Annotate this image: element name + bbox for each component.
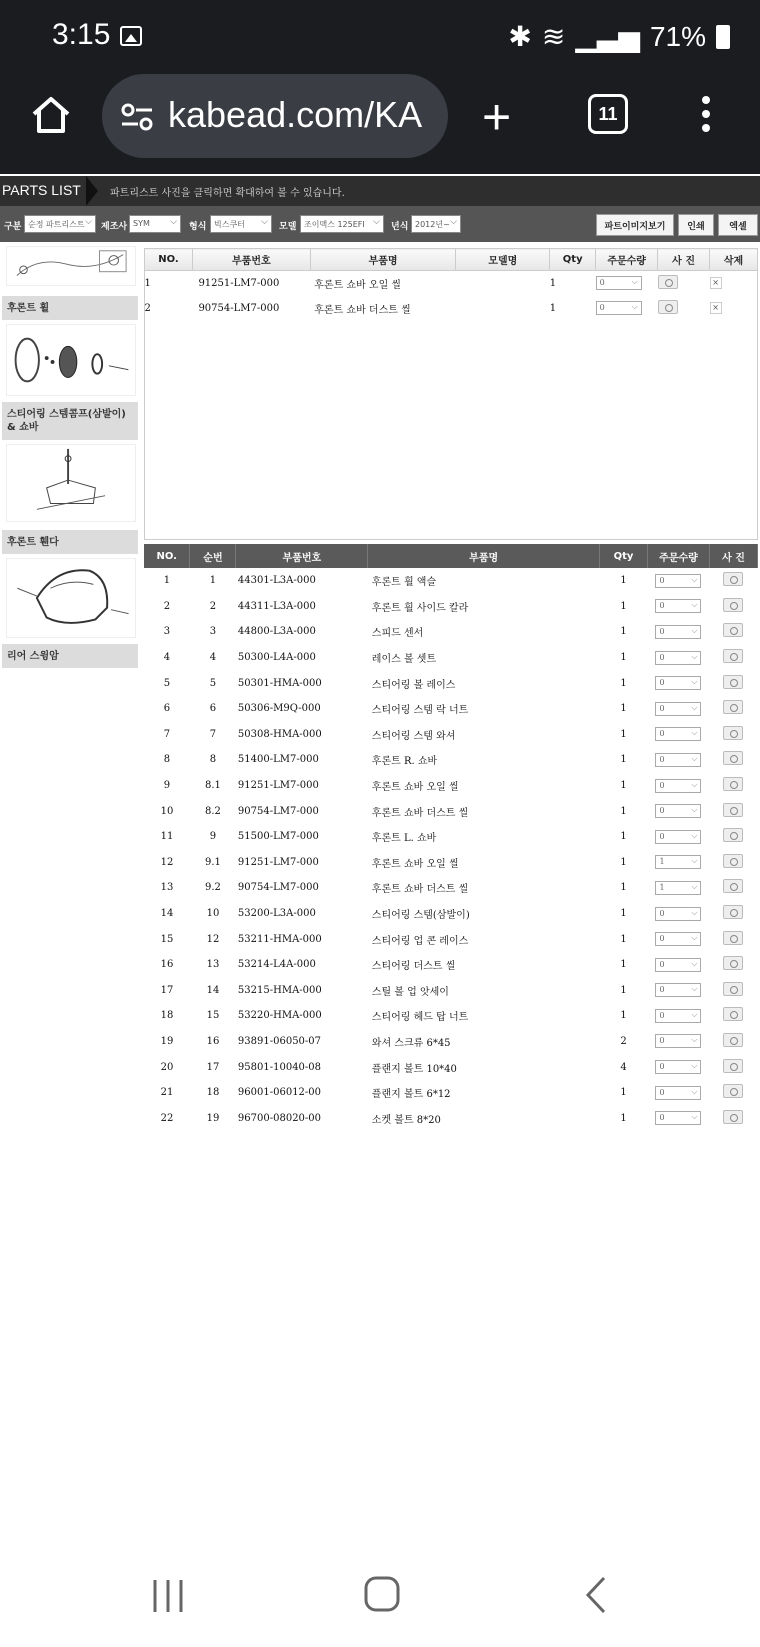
camera-icon[interactable]: [723, 572, 743, 586]
parts-table: [144, 544, 758, 1131]
cell-qty: 1: [620, 626, 627, 638]
cell-no: 21: [160, 1087, 174, 1099]
order-qty-select[interactable]: 0 ⌵: [655, 1034, 701, 1048]
cell-part-number: 90754-LM7-000: [198, 302, 280, 314]
cell-qty: 1: [620, 882, 627, 894]
order-qty-select[interactable]: 0 ⌵: [655, 1111, 701, 1125]
order-qty-select[interactable]: 0 ⌵: [655, 1060, 701, 1074]
cell-no: 22: [160, 1112, 174, 1124]
order-qty-select[interactable]: 0 ⌵: [655, 830, 701, 844]
address-bar[interactable]: [102, 74, 448, 158]
cell-part-number: 53211-HMA-000: [237, 933, 322, 945]
cell-part-number: 51400-LM7-000: [237, 754, 319, 766]
order-qty-select[interactable]: 0 ⌵: [655, 932, 701, 946]
order-qty-select[interactable]: 0 ⌵: [655, 907, 701, 921]
type-select[interactable]: 빅스쿠터 ⌵: [210, 215, 272, 233]
camera-icon[interactable]: [723, 905, 743, 919]
page-description: 파트리스트 사진을 클릭하면 확대하여 볼 수 있습니다.: [110, 188, 345, 199]
cell-no: 9: [163, 780, 171, 792]
camera-icon[interactable]: [723, 1059, 743, 1073]
order-qty-select[interactable]: 1 ⌵: [655, 855, 701, 869]
camera-icon[interactable]: [723, 700, 743, 714]
cell-qty: 1: [620, 754, 627, 766]
cell-seq: 8.1: [204, 780, 221, 792]
col-photo: 사 진: [658, 249, 710, 271]
cell-no: 12: [160, 856, 174, 868]
bluetooth-icon: ✱: [508, 21, 532, 52]
col-photo: 사 진: [709, 544, 757, 568]
table-row: [144, 670, 758, 696]
table-row: [144, 875, 758, 901]
battery-icon: [716, 25, 730, 49]
tab-switcher-button[interactable]: 11: [588, 94, 628, 134]
cell-qty: 1: [620, 959, 627, 971]
cell-part-name: 스티어링 더스트 씰: [371, 961, 456, 973]
order-qty-select[interactable]: 0 ⌵: [655, 702, 701, 716]
cell-part-name: 스티어링 업 콘 레이스: [371, 935, 469, 947]
cell-part-name: 후론트 R. 쇼바: [371, 756, 438, 768]
cell-no: 7: [163, 728, 171, 740]
table-row: [145, 271, 758, 296]
col-no: NO.: [145, 249, 193, 271]
table-row: [144, 978, 758, 1004]
cell-seq: 9: [209, 831, 217, 843]
cell-no: 5: [163, 677, 171, 689]
cell-qty: 1: [620, 908, 627, 920]
cell-seq: 15: [206, 1010, 220, 1022]
cell-part-name: 스티어링 볼 레이스: [371, 679, 456, 691]
cell-part-number: 53220-HMA-000: [237, 1010, 322, 1022]
excel-button[interactable]: 엑셀: [718, 214, 758, 236]
cell-part-name: 후론트 L. 쇼바: [371, 833, 437, 845]
cell-qty: 1: [620, 703, 627, 715]
cell-no: 2: [163, 600, 171, 612]
cell-part-number: 50308-HMA-000: [237, 728, 322, 740]
sidebar-thumb-front-wheel[interactable]: [6, 324, 136, 396]
browser-toolbar: [0, 72, 760, 174]
table-row: [144, 645, 758, 671]
cell-seq: 16: [206, 1035, 220, 1047]
order-qty-select[interactable]: 0 ⌵: [596, 276, 642, 290]
order-qty-select[interactable]: 0 ⌵: [596, 301, 642, 315]
cell-part-number: 95801-10040-08: [237, 1061, 322, 1073]
cell-part-name: 후론트 쇼바 오일 씰: [371, 782, 459, 794]
cell-part-name: 소켓 볼트 8*20: [371, 1114, 441, 1126]
sidebar-thumb-steering[interactable]: [6, 444, 136, 522]
cell-seq: 17: [206, 1061, 220, 1073]
status-right: [508, 20, 730, 53]
table-row: [144, 1003, 758, 1029]
maker-select[interactable]: SYM ⌵: [129, 215, 181, 233]
col-order-qty: 주문수량: [596, 249, 658, 271]
image-notification-icon: [120, 26, 142, 46]
cell-no: 3: [163, 626, 171, 638]
maker-label: 제조사: [101, 222, 128, 232]
more-menu-icon[interactable]: [702, 96, 710, 132]
home-icon[interactable]: [30, 94, 72, 136]
table-row: [144, 1029, 758, 1055]
cell-part-number: 51500-LM7-000: [237, 831, 319, 843]
cell-qty: 1: [549, 277, 557, 289]
cell-part-name: 레이스 볼 셋트: [371, 654, 437, 666]
table-row: [145, 296, 758, 321]
table-header-row: [144, 544, 758, 568]
camera-icon[interactable]: [723, 777, 743, 791]
cell-seq: 13: [206, 959, 220, 971]
cell-part-number: 91251-LM7-000: [237, 856, 319, 868]
cell-seq: 1: [209, 575, 217, 587]
table-row: [144, 619, 758, 645]
model-select[interactable]: 조이맥스 125EFI ⌵: [300, 215, 384, 233]
type-label: 형식: [189, 222, 207, 232]
cell-seq: 10: [206, 908, 220, 920]
order-qty-select[interactable]: 0 ⌵: [655, 958, 701, 972]
cell-part-number: 44311-L3A-000: [237, 600, 316, 612]
order-qty-select[interactable]: 0 ⌵: [655, 804, 701, 818]
camera-icon[interactable]: [723, 1110, 743, 1124]
camera-icon[interactable]: [723, 1033, 743, 1047]
camera-icon[interactable]: [723, 751, 743, 765]
order-qty-select[interactable]: 0 ⌵: [655, 625, 701, 639]
camera-icon[interactable]: [723, 982, 743, 996]
col-part-number: 부품번호: [236, 544, 368, 568]
camera-icon[interactable]: [723, 828, 743, 842]
cell-part-name: 후론트 쇼바 더스트 씰: [314, 304, 411, 316]
cell-part-number: 93891-06050-07: [237, 1035, 322, 1047]
cell-qty: 1: [620, 600, 627, 612]
cell-part-name: 후론트 쇼바 오일 씰: [371, 858, 459, 870]
cell-qty: 2: [620, 1035, 627, 1047]
cell-no: 6: [163, 703, 171, 715]
table-row: [144, 1054, 758, 1080]
cell-part-name: 후론트 쇼바 더스트 씰: [371, 884, 469, 896]
cell-no: 1: [163, 575, 171, 587]
camera-icon[interactable]: [723, 931, 743, 945]
cell-part-name: 스티어링 스템 락 너트: [371, 705, 469, 717]
cell-no: 15: [160, 933, 174, 945]
col-qty: Qty: [550, 249, 596, 271]
camera-icon[interactable]: [723, 879, 743, 893]
table-row: [144, 901, 758, 927]
table-row: [144, 1105, 758, 1131]
cell-part-name: 스티어링 스템(삼발이): [371, 910, 470, 922]
cell-seq: 12: [206, 933, 220, 945]
cell-qty: 1: [620, 728, 627, 740]
url-text[interactable]: kabead.com/KA: [168, 94, 423, 135]
sidebar-thumb-front-fender[interactable]: [6, 558, 136, 638]
order-qty-select[interactable]: 0 ⌵: [655, 779, 701, 793]
cell-seq: 9.2: [204, 882, 221, 894]
col-model: 모델명: [456, 249, 550, 271]
cell-seq: 5: [209, 677, 217, 689]
delete-icon[interactable]: ×: [710, 277, 722, 289]
cell-part-number: 53200-L3A-000: [237, 908, 316, 920]
sidebar-item-steering-stem[interactable]: [2, 402, 138, 440]
camera-icon[interactable]: [723, 726, 743, 740]
cell-part-name: 후론트 쇼바 오일 씰: [314, 279, 402, 291]
new-tab-button[interactable]: +: [482, 89, 512, 145]
cell-part-name: 후론트 휠 사이드 칼라: [371, 602, 469, 614]
cell-seq: 6: [209, 703, 217, 715]
selected-parts-table: [144, 248, 758, 321]
cell-model: [456, 271, 550, 296]
cell-no: 18: [160, 1010, 174, 1022]
cell-part-number: 50301-HMA-000: [237, 677, 322, 689]
cell-seq: 4: [209, 652, 217, 664]
header-arrow-decoration: [86, 176, 98, 206]
cell-no: 13: [160, 882, 174, 894]
status-bar: [0, 0, 760, 72]
cell-seq: 3: [209, 626, 217, 638]
cell-part-number: 91251-LM7-000: [237, 780, 319, 792]
cell-qty: 1: [620, 805, 627, 817]
cell-no: 20: [160, 1061, 174, 1073]
cell-seq: 2: [209, 600, 217, 612]
site-settings-icon[interactable]: [120, 100, 154, 134]
table-row: [144, 798, 758, 824]
cell-no: 16: [160, 959, 174, 971]
camera-icon[interactable]: [723, 623, 743, 637]
filter-bar: [0, 206, 760, 242]
cell-part-name: 스티어링 스템 와셔: [371, 730, 456, 742]
cell-qty: 1: [620, 1112, 627, 1124]
cell-qty: 1: [620, 856, 627, 868]
year-select[interactable]: 2012년~ ⌵: [411, 215, 461, 233]
camera-icon[interactable]: [658, 275, 678, 289]
table-row: [144, 1080, 758, 1106]
cell-part-number: 96700-08020-00: [237, 1112, 322, 1124]
camera-icon[interactable]: [723, 1084, 743, 1098]
order-qty-select[interactable]: 0 ⌵: [655, 983, 701, 997]
cell-seq: 19: [206, 1112, 220, 1124]
cell-part-name: 스티어링 헤드 탑 너트: [371, 1012, 469, 1024]
delete-icon[interactable]: ×: [710, 302, 722, 314]
cell-qty: 1: [620, 831, 627, 843]
model-label: 모델: [279, 222, 297, 232]
cell-part-name: 와셔 스크류 6*45: [371, 1037, 451, 1049]
cell-no: 17: [160, 984, 174, 996]
table-row: [144, 722, 758, 748]
order-qty-select[interactable]: 1 ⌵: [655, 881, 701, 895]
year-label: 년식: [391, 222, 409, 232]
camera-icon[interactable]: [658, 300, 678, 314]
order-qty-select[interactable]: 0 ⌵: [655, 599, 701, 613]
recent-apps-icon[interactable]: [150, 1576, 186, 1616]
cell-part-number: 50300-L4A-000: [237, 652, 316, 664]
table-row: [144, 850, 758, 876]
cell-no: 11: [160, 831, 174, 843]
table-row: [144, 594, 758, 620]
cell-seq: 9.1: [204, 856, 221, 868]
table-header-row: [145, 249, 758, 271]
camera-icon[interactable]: [723, 675, 743, 689]
wifi-icon: ≋: [541, 21, 566, 52]
cell-part-name: 플랜지 볼트 10*40: [371, 1063, 457, 1075]
cell-no: 4: [163, 652, 171, 664]
cell-seq: 18: [206, 1087, 220, 1099]
cell-qty: 1: [620, 984, 627, 996]
camera-icon[interactable]: [723, 956, 743, 970]
table-row: [144, 696, 758, 722]
order-qty-select[interactable]: 0 ⌵: [655, 753, 701, 767]
col-part-name: 부품명: [368, 544, 600, 568]
back-icon[interactable]: [582, 1574, 612, 1616]
cell-no: 8: [163, 754, 171, 766]
camera-icon[interactable]: [723, 649, 743, 663]
cell-no: 19: [160, 1035, 174, 1047]
table-row: [144, 952, 758, 978]
cell-seq: 7: [209, 728, 217, 740]
cell-no: 14: [160, 908, 174, 920]
table-row: [144, 824, 758, 850]
cell-qty: 1: [620, 1010, 627, 1022]
print-button[interactable]: 인쇄: [678, 214, 714, 236]
camera-icon[interactable]: [723, 1007, 743, 1021]
cell-qty: 4: [620, 1061, 627, 1073]
order-qty-select[interactable]: 0 ⌵: [655, 1009, 701, 1023]
status-time: 3:15: [52, 18, 111, 51]
col-no: NO.: [144, 544, 190, 568]
cell-part-number: 90754-LM7-000: [237, 805, 319, 817]
gubun-label: 구분: [4, 222, 22, 232]
sidebar-item-label: 스티어링 스템콤프(삼발이) & 쇼바: [7, 409, 126, 433]
cell-part-name: 스틸 볼 업 앗세이: [371, 986, 449, 998]
sidebar-thumb-top[interactable]: [6, 246, 136, 286]
cell-qty: 1: [620, 1087, 627, 1099]
page-title: PARTS LIST: [2, 182, 81, 198]
cell-qty: 1: [549, 302, 557, 314]
cell-qty: 1: [620, 677, 627, 689]
cell-part-number: 44301-L3A-000: [237, 575, 316, 587]
cell-part-number: 90754-LM7-000: [237, 882, 319, 894]
cell-model: [456, 296, 550, 321]
cell-part-name: 플랜지 볼트 6*12: [371, 1089, 451, 1101]
cell-part-number: 91251-LM7-000: [198, 277, 280, 289]
camera-icon[interactable]: [723, 803, 743, 817]
site-header: [0, 176, 760, 206]
battery-percent: 71%: [649, 20, 706, 52]
cell-part-number: 53215-HMA-000: [237, 984, 322, 996]
col-part-number: 부품번호: [192, 249, 310, 271]
cell-seq: 8.2: [204, 805, 221, 817]
cell-qty: 1: [620, 575, 627, 587]
cell-part-number: 50306-M9Q-000: [237, 703, 321, 715]
sidebar-item-front-fender[interactable]: [2, 530, 138, 554]
order-qty-select[interactable]: 0 ⌵: [655, 651, 701, 665]
col-delete: 삭제: [710, 249, 758, 271]
part-image-button[interactable]: 파트이미지보기: [596, 214, 674, 236]
sidebar-item-label: 후론트 휀다: [7, 537, 59, 548]
cell-no: 10: [160, 805, 174, 817]
cell-no: 2: [144, 302, 151, 314]
table-row: [144, 773, 758, 799]
sidebar-item-label: 후론트 휠: [7, 303, 50, 314]
cell-part-number: 53214-L4A-000: [237, 959, 316, 971]
cell-seq: 14: [206, 984, 220, 996]
col-order-qty: 주문수량: [648, 544, 710, 568]
cell-part-name: 후론트 쇼바 더스트 씰: [371, 807, 469, 819]
home-nav-icon[interactable]: [362, 1574, 402, 1614]
cell-no: 1: [144, 277, 151, 289]
order-qty-select[interactable]: 0 ⌵: [655, 574, 701, 588]
cell-part-name: 스피드 센서: [371, 628, 424, 640]
camera-icon[interactable]: [723, 854, 743, 868]
navigation-bar: [0, 1550, 760, 1647]
sidebar-item-front-wheel[interactable]: [2, 296, 138, 320]
sidebar-item-rear-swingarm[interactable]: [2, 644, 138, 668]
order-qty-select[interactable]: 0 ⌵: [655, 1086, 701, 1100]
table-row: [144, 568, 758, 594]
order-qty-select[interactable]: 0 ⌵: [655, 676, 701, 690]
gubun-select[interactable]: 순정 파트리스트 ⌵: [24, 215, 96, 233]
cell-seq: 8: [209, 754, 217, 766]
cell-part-number: 44800-L3A-000: [237, 626, 316, 638]
cell-qty: 1: [620, 652, 627, 664]
order-qty-select[interactable]: 0 ⌵: [655, 727, 701, 741]
sidebar-item-label: 리어 스윙암: [7, 651, 59, 662]
cell-qty: 1: [620, 933, 627, 945]
col-seq: 순번: [190, 544, 236, 568]
cell-part-number: 96001-06012-00: [237, 1087, 322, 1099]
cell-part-name: 후론트 휠 액슬: [371, 577, 437, 589]
table-row: [144, 747, 758, 773]
cell-qty: 1: [620, 780, 627, 792]
col-part-name: 부품명: [310, 249, 456, 271]
signal-icon: ▁▃▅: [575, 21, 640, 52]
camera-icon[interactable]: [723, 598, 743, 612]
table-row: [144, 926, 758, 952]
col-qty: Qty: [600, 544, 648, 568]
